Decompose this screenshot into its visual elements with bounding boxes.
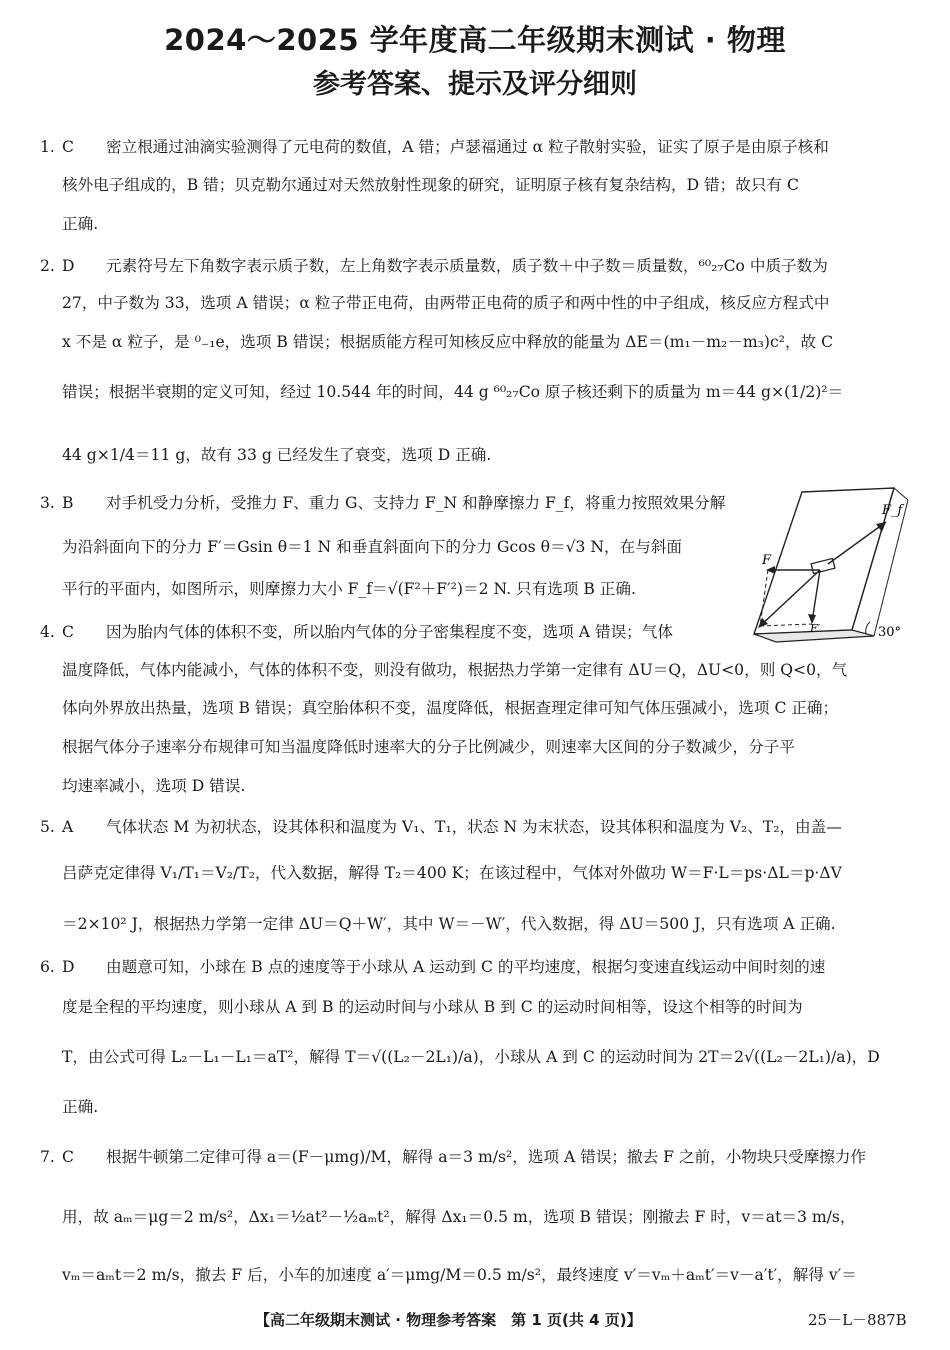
answer-letter: A bbox=[62, 818, 74, 836]
explanation-text: 根据牛顿第二定律可得 a＝(F－μmg)/M，解得 a＝3 m/s²，选项 A 错误；撤去 F 之前，小物块只受摩擦力作 bbox=[106, 1148, 867, 1166]
explanation-line: 44 g×1/4＝11 g，故有 33 g 已经发生了衰变，选项 D 正确. bbox=[62, 446, 492, 464]
footer-page-info: 【高二年级期末测试 · 物理参考答案 第 1 页(共 4 页)】 bbox=[255, 1311, 642, 1329]
explanation-text: 由题意可知，小球在 B 点的速度等于小球从 A 运动到 C 的平均速度，根据匀变速直线运动中间时刻的速 bbox=[106, 958, 826, 976]
explanation-line: 用，故 aₘ＝μg＝2 m/s²，Δx₁＝½at²－½aₘt²，解得 Δx₁＝0.5 m，选项 B 错误；刚撤去 F 时，v＝at＝3 m/s， bbox=[62, 1208, 856, 1226]
explanation-line: 吕萨克定律得 V₁/T₁＝V₂/T₂，代入数据，解得 T₂＝400 K；在该过程中，气体对外做功 W＝F·L＝ps·ΔL＝p·ΔV bbox=[62, 864, 842, 882]
label-ff: F_f bbox=[882, 503, 903, 518]
question-number: 3. bbox=[40, 494, 55, 512]
explanation-line: 平行的平面内，如图所示，则摩擦力大小 F_f＝√(F²＋F′²)＝2 N. 只有选项 B 正确. bbox=[62, 580, 636, 598]
answer-line bbox=[40, 255, 828, 277]
label-angle: 30° bbox=[878, 625, 902, 640]
answer-line bbox=[40, 621, 673, 643]
explanation-line: 错误；根据半衰期的定义可知，经过 10.544 年的时间，44 g ⁶⁰₂₇Co 原子核还剩下的质量为 m＝44 g×(1/2)²＝ bbox=[62, 383, 844, 401]
explanation-text: 气体状态 M 为初状态，设其体积和温度为 V₁、T₁，状态 N 为末状态，设其体积和温度为 V₂、T₂，由盖— bbox=[106, 818, 842, 836]
incline-force-diagram bbox=[748, 482, 920, 648]
answer-letter: C bbox=[62, 138, 74, 156]
answer-line bbox=[40, 816, 842, 838]
explanation-line: 根据气体分子速率分布规律可知当温度降低时速率大的分子比例减少，则速率大区间的分子数减少，分子平 bbox=[62, 738, 795, 756]
answer-line bbox=[40, 492, 725, 514]
label-f-prime: F′ bbox=[810, 622, 821, 635]
page-subtitle: 参考答案、提示及评分细则 bbox=[313, 69, 637, 100]
answer-letter: D bbox=[62, 257, 75, 275]
question-number: 4. bbox=[40, 623, 55, 641]
question-number: 6. bbox=[40, 958, 55, 976]
label-f: F bbox=[762, 553, 772, 568]
explanation-line: 核外电子组成的，B 错；贝克勒尔通过对天然放射性现象的研究，证明原子核有复杂结构，D 错；故只有 C bbox=[62, 176, 799, 194]
explanation-line: 正确. bbox=[62, 215, 99, 233]
answer-letter: B bbox=[62, 494, 74, 512]
explanation-line: 体向外界放出热量，选项 B 错误；真空胎体积不变，温度降低，根据查理定律可知气体压强减小，选项 C 正确； bbox=[62, 699, 839, 717]
answer-letter: C bbox=[62, 623, 74, 641]
explanation-line: x 不是 α 粒子，是 ⁰₋₁e，选项 B 错误；根据质能方程可知核反应中释放的能量为 ΔE＝(m₁－m₂－m₃)c²，故 C bbox=[62, 333, 834, 351]
explanation-line: 为沿斜面向下的分力 F′＝Gsin θ＝1 N 和垂直斜面向下的分力 Gcos θ＝√3 N，在与斜面 bbox=[62, 538, 683, 556]
explanation-line: vₘ＝aₘt＝2 m/s，撤去 F 后，小车的加速度 a′＝μmg/M＝0.5 m/s²，最终速度 v′＝vₘ＋aₘt′＝v－a′t′，解得 v′＝ bbox=[62, 1266, 857, 1284]
question-number: 5. bbox=[40, 818, 55, 836]
explanation-text: 对手机受力分析，受推力 F、重力 G、支持力 F_N 和静摩擦力 F_f，将重力按照效果分解 bbox=[106, 494, 726, 512]
answer-letter: D bbox=[62, 958, 75, 976]
question-number: 2. bbox=[40, 257, 55, 275]
explanation-line: 均速率减小，选项 D 错误. bbox=[62, 777, 246, 795]
explanation-text: 密立根通过油滴实验测得了元电荷的数值，A 错；卢瑟福通过 α 粒子散射实验，证实了原子是由原子核和 bbox=[106, 138, 829, 156]
explanation-text: 元素符号左下角数字表示质子数，左上角数字表示质量数，质子数＋中子数＝质量数，⁶⁰₂₇Co 中质子数为 bbox=[106, 257, 828, 275]
question-number: 1. bbox=[40, 138, 55, 156]
question-number: 7. bbox=[40, 1148, 55, 1166]
explanation-text: 因为胎内气体的体积不变，所以胎内气体的分子密集程度不变，选项 A 错误；气体 bbox=[106, 623, 673, 641]
explanation-line: ＝2×10² J，根据热力学第一定律 ΔU＝Q＋W′，其中 W＝－W′，代入数据，得 ΔU＝500 J，只有选项 A 正确. bbox=[62, 915, 836, 933]
footer-code: 25－L－887B bbox=[808, 1311, 907, 1329]
answer-line bbox=[40, 956, 825, 978]
answer-line bbox=[40, 136, 829, 158]
page-title: 2024～2025 学年度高二年级期末测试 · 物理 bbox=[164, 23, 786, 57]
explanation-line: 度是全程的平均速度，则小球从 A 到 B 的运动时间与小球从 B 到 C 的运动时间相等，设这个相等的时间为 bbox=[62, 998, 803, 1016]
explanation-line: 温度降低，气体内能减小，气体的体积不变，则没有做功，根据热力学第一定律有 ΔU＝Q，ΔU<0，则 Q<0，气 bbox=[62, 661, 848, 679]
explanation-line: T，由公式可得 L₂－L₁－L₁＝aT²，解得 T＝√((L₂－2L₁)/a)，小球从 A 到 C 的运动时间为 2T＝2√((L₂－2L₁)/a)，D bbox=[62, 1048, 880, 1066]
answer-letter: C bbox=[62, 1148, 74, 1166]
explanation-line: 正确. bbox=[62, 1098, 99, 1116]
explanation-line: 27，中子数为 33，选项 A 错误；α 粒子带正电荷，由两带正电荷的质子和两中性的中子组成，核反应方程式中 bbox=[62, 294, 830, 312]
answer-line bbox=[40, 1146, 866, 1168]
